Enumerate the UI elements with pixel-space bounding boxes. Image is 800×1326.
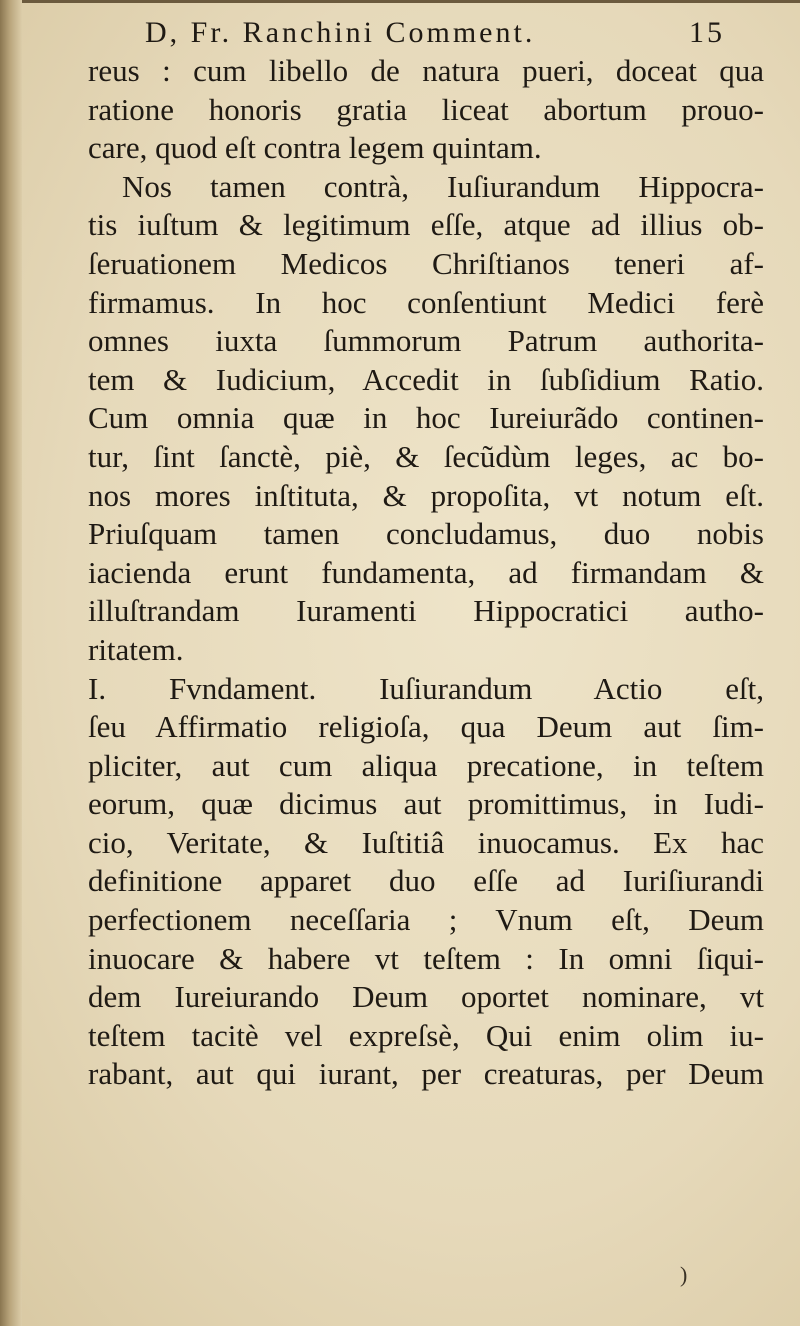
text-line: rabant, aut qui iurant, per creaturas, per Deum bbox=[88, 1056, 764, 1092]
page-gutter bbox=[0, 0, 22, 1326]
text-line: cio, Veritate, & Iuſtitiâ inuocamus. Ex hac bbox=[88, 824, 764, 860]
text-line: illuſtrandam Iuramenti Hippocratici autho- bbox=[88, 593, 764, 629]
section-heading-line: I. Fvndament. Iuſiurandum Actio eſt, bbox=[88, 670, 764, 706]
text-line: teſtem tacitè vel expreſsè, Qui enim olim iu- bbox=[88, 1017, 764, 1053]
text-line: ſeruationem Medicos Chriſtianos teneri af- bbox=[88, 245, 764, 281]
running-title: D, Fr. Ranchini Comment. bbox=[145, 16, 536, 49]
text-line: ſeu Affirmatio religioſa, qua Deum aut ſim- bbox=[88, 709, 764, 745]
text-line: ritatem. bbox=[88, 631, 184, 667]
text-line: dem Iureiurando Deum oportet nominare, vt bbox=[88, 979, 764, 1015]
text-line: ratione honoris gratia liceat abortum prouo- bbox=[88, 91, 764, 127]
text-line: care, quod eſt contra legem quintam. bbox=[88, 130, 542, 166]
text-line: tur, ſint ſanctè, piè, & ſecũdùm leges, ac bo- bbox=[88, 438, 764, 474]
text-line: Cum omnia quæ in hoc Iureiurãdo continen- bbox=[88, 400, 764, 436]
body-text bbox=[88, 52, 764, 1094]
text-line: eorum, quæ dicimus aut promittimus, in Iudi- bbox=[88, 786, 764, 822]
running-header bbox=[145, 14, 725, 52]
text-line: Nos tamen contrà, Iuſiurandum Hippocra- bbox=[122, 168, 764, 204]
text-line: iacienda erunt fundamenta, ad firmandam & bbox=[88, 554, 764, 590]
text-line: omnes iuxta ſummorum Patrum authorita- bbox=[88, 323, 764, 359]
page-number: 15 bbox=[689, 16, 725, 49]
margin-mark: ) bbox=[680, 1262, 688, 1287]
text-line: tis iuſtum & legitimum eſſe, atque ad illius ob- bbox=[88, 207, 764, 243]
top-edge bbox=[22, 0, 800, 3]
text-line: firmamus. In hoc conſentiunt Medici ferè bbox=[88, 284, 764, 320]
text-line: inuocare & habere vt teſtem : In omni ſiqui- bbox=[88, 940, 764, 976]
text-line: reus : cum libello de natura pueri, doceat qua bbox=[88, 53, 764, 88]
text-line: definitione apparet duo eſſe ad Iuriſiurandi bbox=[88, 863, 764, 899]
text-line: perfectionem neceſſaria ; Vnum eſt, Deum bbox=[88, 902, 764, 938]
text-line: pliciter, aut cum aliqua precatione, in teſtem bbox=[88, 747, 764, 783]
text-line: Priuſquam tamen concludamus, duo nobis bbox=[88, 516, 764, 552]
text-line: tem & Iudicium, Accedit in ſubſidium Ratio. bbox=[88, 361, 764, 397]
text-line: nos mores inſtituta, & propoſita, vt notum eſt. bbox=[88, 477, 764, 513]
